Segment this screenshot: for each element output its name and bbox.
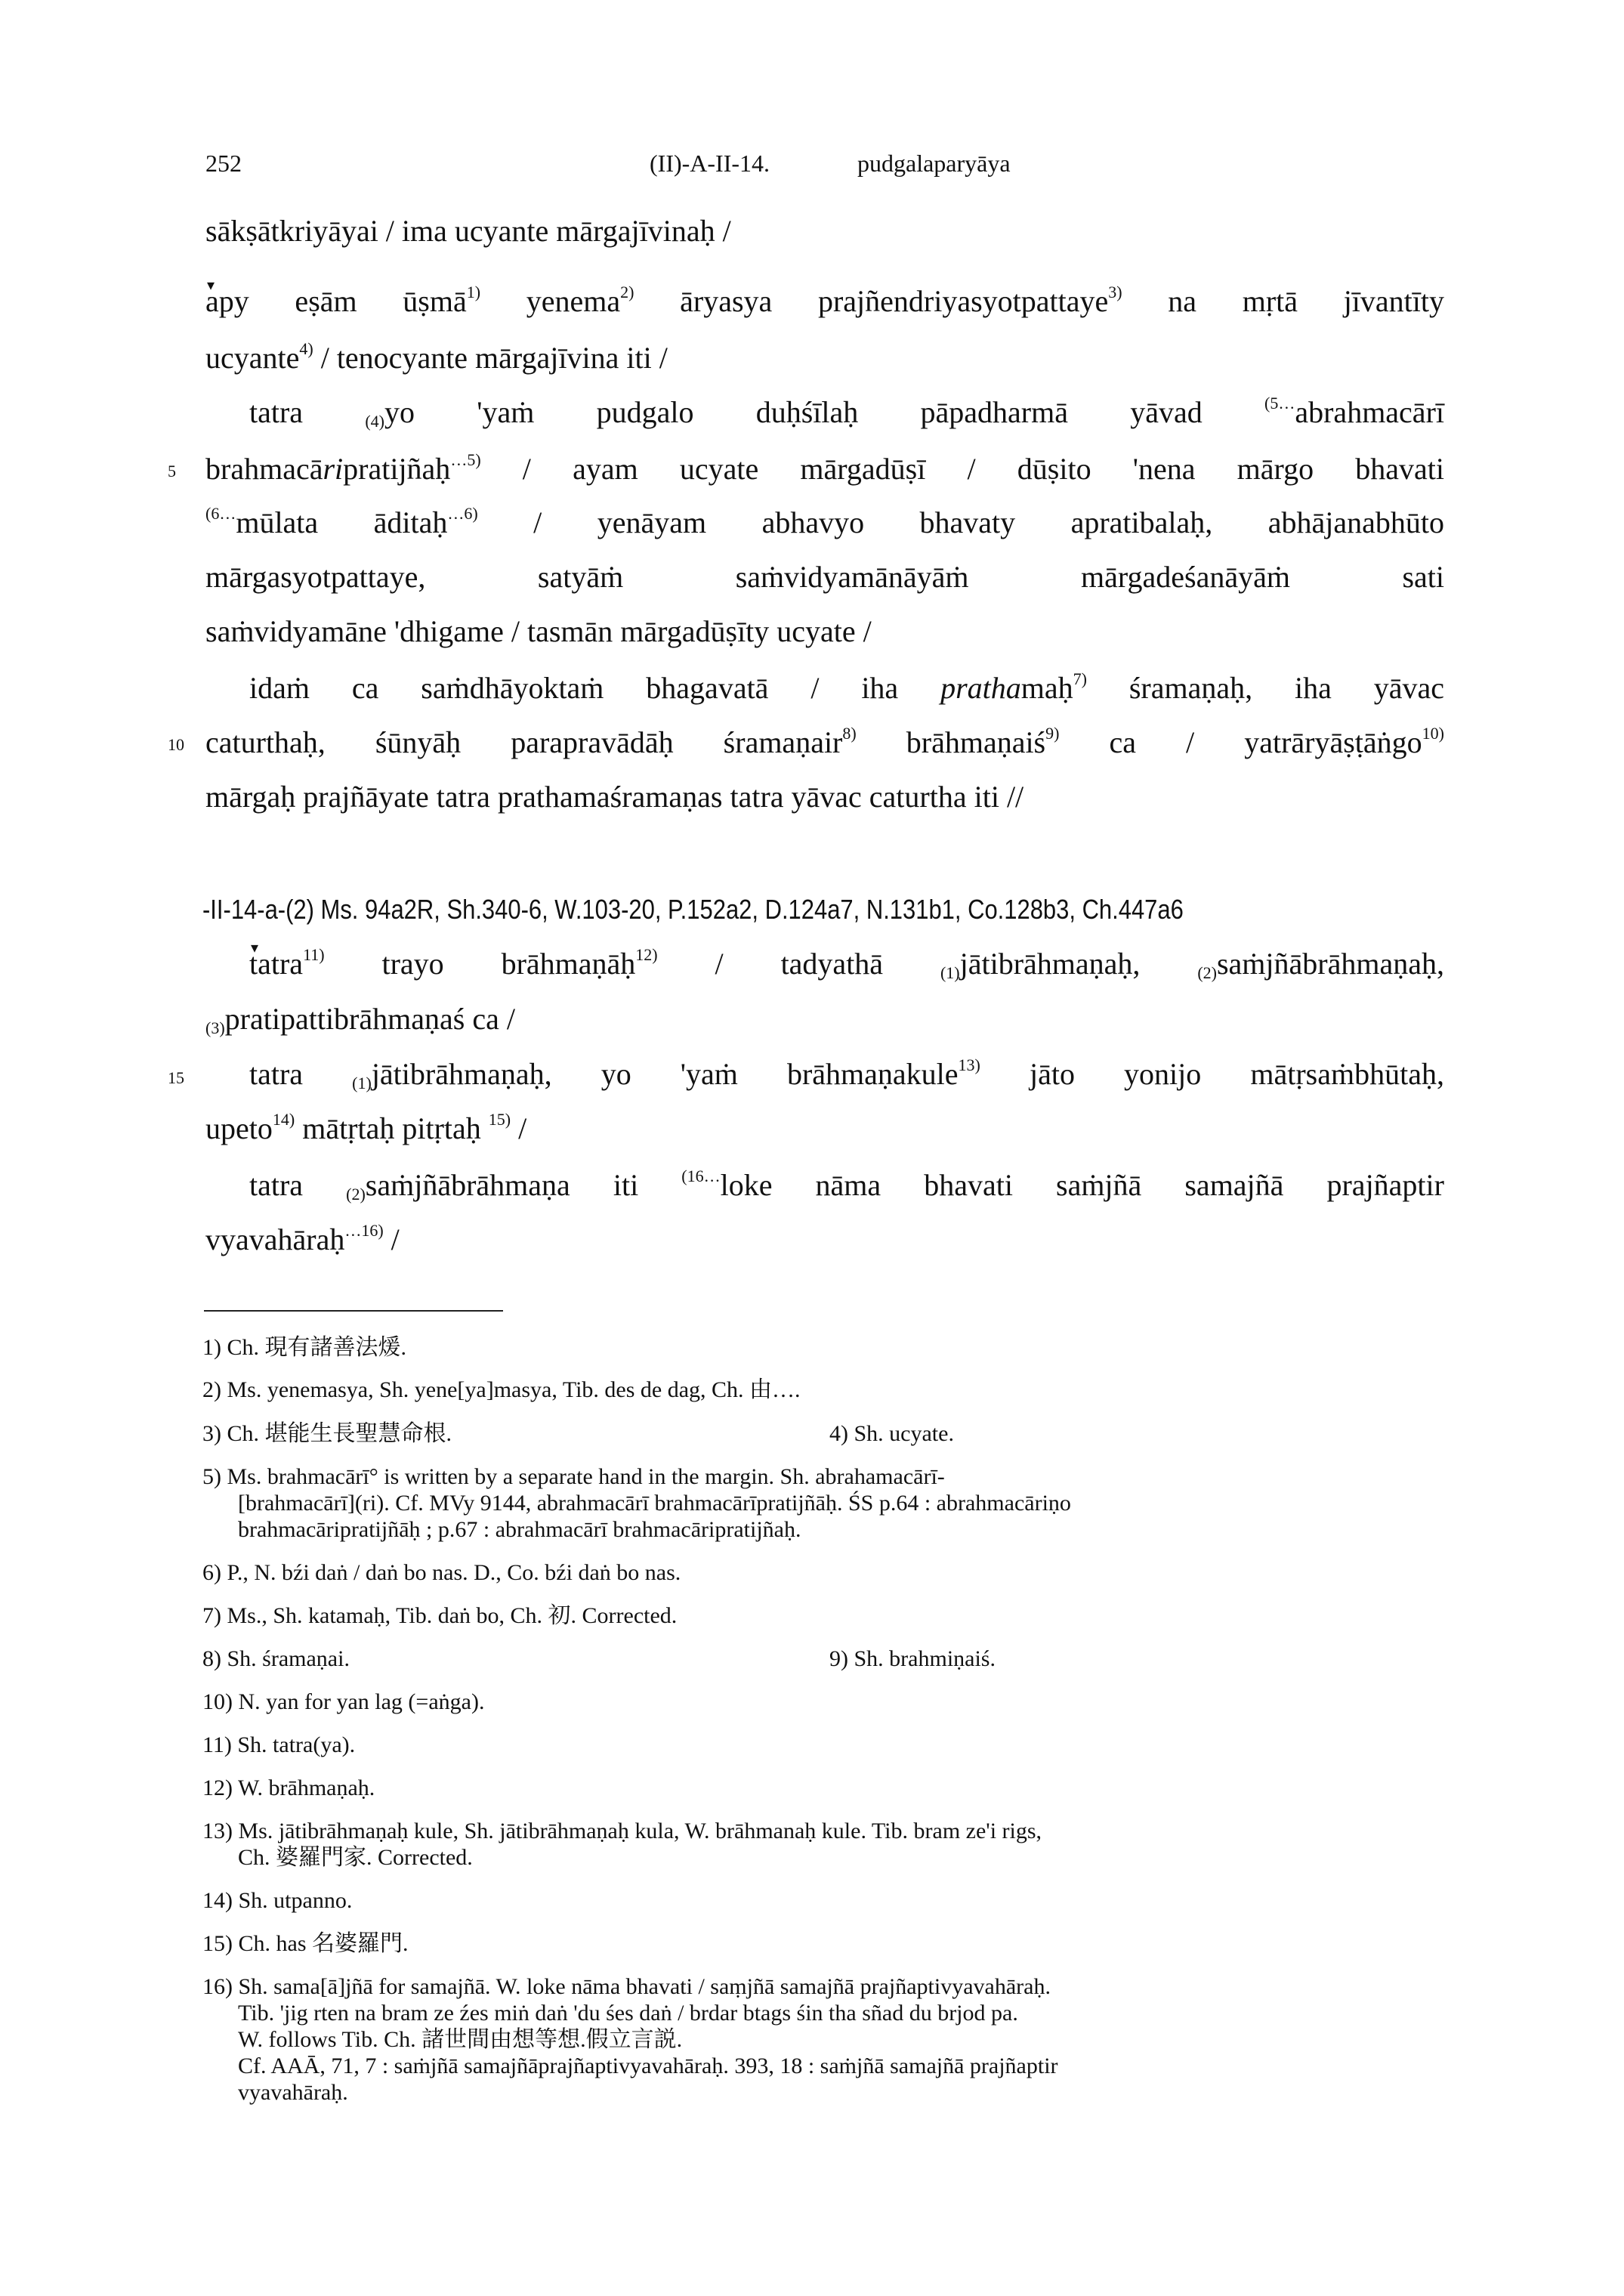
footnote-ref: …16) <box>344 1221 384 1240</box>
text-segment: abrahmacārī <box>1295 395 1444 429</box>
text-segment: / <box>511 1111 527 1145</box>
text-segment: maḥ <box>1020 671 1073 705</box>
footnote-13-cont: Ch. 婆羅門家. Corrected. <box>238 1845 473 1870</box>
text-line-11: mārgaḥ prajñāyate tatra prathamaśramaṇas tatra yāvac caturtha iti // <box>205 780 1024 814</box>
text-segment: brāhmaṇaiś <box>856 725 1046 759</box>
text-segment: saṁjñābrāhmaṇaḥ, <box>1216 947 1444 981</box>
footnote-2: 2) Ms. yenemasya, Sh. yene[ya]masya, Tib. des de dag, Ch. 由…. <box>202 1377 801 1402</box>
text-segment: caturthaḥ, śūnyāḥ parapravādāḥ śramaṇair <box>205 725 843 759</box>
footnote-6: 6) P., N. bźi daṅ / daṅ bo nas. D., Co. bźi daṅ bo nas. <box>202 1560 681 1585</box>
text-line-10 <box>205 725 1444 761</box>
footnote-ref: 9) <box>1045 724 1060 743</box>
text-segment: tatra <box>249 1168 347 1202</box>
item-marker: (2) <box>346 1185 366 1204</box>
footnote-16: 16) Sh. sama[ā]jñā for samajñā. W. loke nāma bhavati / saṃjñā samajñā prajñaptivyavahāraḥ. <box>202 1974 1051 1999</box>
text-segment: ucyante <box>205 341 300 375</box>
footnote-16-cont: Tib. 'jig rten na bram ze źes miṅ daṅ 'du śes daṅ / brdar btags śin tha sñad du brjod pa. <box>238 2001 1018 2026</box>
footnote-ref: (5… <box>1264 394 1295 413</box>
text-segment: pratipattibrāhmaṇaś ca / <box>224 1002 515 1036</box>
footnote-ref: 14) <box>272 1110 295 1129</box>
text-segment: / ayam ucyate mārgadūṣī / dūṣito 'nena mārgo bhavati <box>480 452 1444 486</box>
text-line-12 <box>249 946 1444 982</box>
text-line-17 <box>205 1222 1444 1258</box>
text-line-14 <box>249 1056 1444 1092</box>
text-segment: upeto <box>205 1111 273 1145</box>
item-marker: (1) <box>940 963 960 982</box>
footnote-ref: 1) <box>466 283 481 301</box>
text-line-7: mārgasyotpattaye, satyāṁ saṁvidyamānāyāṁ mārgadeśanāyāṁ sati <box>205 560 1444 594</box>
line-number-10: 10 <box>168 735 184 754</box>
text-segment: loke nāma bhavati saṁjñā samajñā prajñaptir <box>720 1168 1444 1202</box>
footnote-15: 15) Ch. has 名婆羅門. <box>202 1931 409 1956</box>
italic-segment: pratha <box>940 671 1021 705</box>
text-line-1: sākṣātkriyāyai / ima ucyante mārgajīvinaḥ / <box>205 214 731 248</box>
line-number-5: 5 <box>168 462 176 481</box>
text-line-4 <box>249 394 1444 431</box>
text-segment: vyavahāraḥ <box>205 1222 345 1256</box>
footnote-8: 8) Sh. śramaṇai. <box>202 1646 350 1671</box>
text-segment: trayo brāhmaṇāḥ <box>324 947 636 981</box>
text-segment: jātibrāhmaṇaḥ, yo 'yaṁ brāhmaṇakule <box>371 1057 959 1091</box>
item-marker: (2) <box>1197 963 1217 982</box>
line-number-15: 15 <box>168 1068 184 1087</box>
text-segment: idaṁ ca saṁdhāyoktaṁ bhagavatā / iha <box>249 671 941 705</box>
text-segment: mūlata āditaḥ <box>236 505 448 539</box>
footnote-3: 3) Ch. 堪能生長聖慧命根. <box>202 1421 452 1446</box>
text-segment: / tadyathā <box>657 947 940 981</box>
footnote-ref: 2) <box>620 283 634 301</box>
italic-segment: ri <box>323 452 344 486</box>
footnote-5-cont: [brahmacārī](ri). Cf. MVy 9144, abrahmacārī brahmacārīpratijñāḥ. ŚS p.64 : abrahmacāriṇo <box>238 1491 1071 1516</box>
section-sigla: -II-14-a-(2) Ms. 94a2R, Sh.340-6, W.103-20, P.152a2, D.124a7, N.131b1, Co.128b3, Ch.447a6 <box>202 894 1184 925</box>
footnote-ref: 11) <box>303 945 325 964</box>
text-line-15 <box>205 1111 1444 1147</box>
footnote-ref: 4) <box>299 339 313 358</box>
footnote-16-cont: Cf. AAĀ, 71, 7 : saṁjñā samajñāprajñaptivyavahāraḥ. 393, 18 : saṁjñā samajñā prajñaptir <box>238 2053 1058 2078</box>
text-segment: āryasya prajñendriyasyotpattaye <box>634 284 1109 318</box>
insertion-mark: ▾ apy eṣām ūṣmā <box>205 284 467 318</box>
footnote-ref: 10) <box>1422 724 1444 743</box>
footnote-11: 11) Sh. tatra(ya). <box>202 1732 356 1757</box>
text-segment: ca / yatrāryāṣṭāṅgo <box>1059 725 1422 759</box>
text-segment: tatra <box>249 1057 353 1091</box>
item-marker: (1) <box>352 1074 372 1092</box>
text-segment: jāto yonijo mātṛsaṁbhūtaḥ, <box>980 1057 1444 1091</box>
footnote-ref: (6… <box>205 504 236 523</box>
text-line-9 <box>249 670 1444 706</box>
text-segment: brahmacā <box>205 452 323 486</box>
item-marker: (3) <box>205 1018 225 1037</box>
footnote-13: 13) Ms. jātibrāhmaṇaḥ kule, Sh. jātibrāhmaṇaḥ kula, W. brāhmanaḥ kule. Tib. bram ze'i rigs, <box>202 1819 1042 1843</box>
text-line-13 <box>205 1001 1444 1037</box>
footnote-ref: 15) <box>488 1110 511 1129</box>
text-segment: na mṛtā jīvantīty <box>1122 284 1445 318</box>
footnote-9: 9) Sh. brahmiṇaiś. <box>829 1646 996 1671</box>
footnote-14: 14) Sh. utpanno. <box>202 1888 353 1913</box>
text-line-6 <box>205 505 1444 541</box>
insertion-mark: ▾ tatra <box>249 947 303 981</box>
footnote-rule <box>204 1310 503 1312</box>
footnote-ref: (16… <box>681 1167 721 1185</box>
text-line-16 <box>249 1167 1444 1204</box>
footnote-1: 1) Ch. 現有諸善法煖. <box>202 1335 406 1360</box>
text-segment: / <box>383 1222 400 1256</box>
footnote-ref: …5) <box>450 450 481 469</box>
text-segment: yenema <box>480 284 621 318</box>
text-segment: pratijñaḥ <box>343 452 451 486</box>
text-segment: saṁjñābrāhmaṇa iti <box>365 1168 682 1202</box>
text-segment: tatra <box>249 395 366 429</box>
text-line-2 <box>205 283 1444 320</box>
text-line-5 <box>205 451 1444 487</box>
footnote-ref: 13) <box>958 1055 980 1074</box>
footnote-12: 12) W. brāhmaṇaḥ. <box>202 1775 375 1800</box>
footnote-5: 5) Ms. brahmacārī° is written by a separate hand in the margin. Sh. abrahamacārī- <box>202 1464 945 1489</box>
text-segment: / yenāyam abhavyo bhavaty apratibalaḥ, abhājanabhūto <box>477 505 1444 539</box>
footnote-7: 7) Ms., Sh. katamaḥ, Tib. daṅ bo, Ch. 初. Corrected. <box>202 1603 678 1628</box>
text-line-8: saṁvidyamāne 'dhigame / tasmān mārgadūṣīty ucyate / <box>205 614 872 648</box>
footnote-5-cont: brahmacāripratijñāḥ ; p.67 : abrahmacārī brahmacāripratijñaḥ. <box>238 1517 801 1542</box>
page-number: 252 <box>205 150 242 177</box>
text-segment: jātibrāhmaṇaḥ, <box>959 947 1198 981</box>
footnote-ref: 8) <box>842 724 857 743</box>
text-line-3 <box>205 340 1444 376</box>
footnote-16-cont: vyavahāraḥ. <box>238 2080 348 2105</box>
footnote-ref: 12) <box>635 945 658 964</box>
text-segment: mātṛtaḥ pitṛtaḥ <box>295 1111 489 1145</box>
running-title: pudgalaparyāya <box>857 150 1011 177</box>
footnote-ref: …6) <box>447 504 478 523</box>
text-segment: yo 'yaṁ pudgalo duḥśīlaḥ pāpadharmā yāvad <box>384 395 1265 429</box>
footnote-16-cont: W. follows Tib. Ch. 諸世間由想等想.假立言説. <box>238 2027 683 2052</box>
footnote-4: 4) Sh. ucyate. <box>829 1421 954 1446</box>
footnote-ref: 3) <box>1108 283 1122 301</box>
item-marker: (4) <box>365 412 384 431</box>
footnote-ref: 7) <box>1073 669 1087 688</box>
footnote-10: 10) N. yan for yan lag (=aṅga). <box>202 1689 485 1714</box>
text-segment: / tenocyante mārgajīvina iti / <box>313 341 668 375</box>
section-reference: (II)-A-II-14. <box>650 150 770 177</box>
text-segment: śramaṇaḥ, iha yāvac <box>1086 671 1445 705</box>
